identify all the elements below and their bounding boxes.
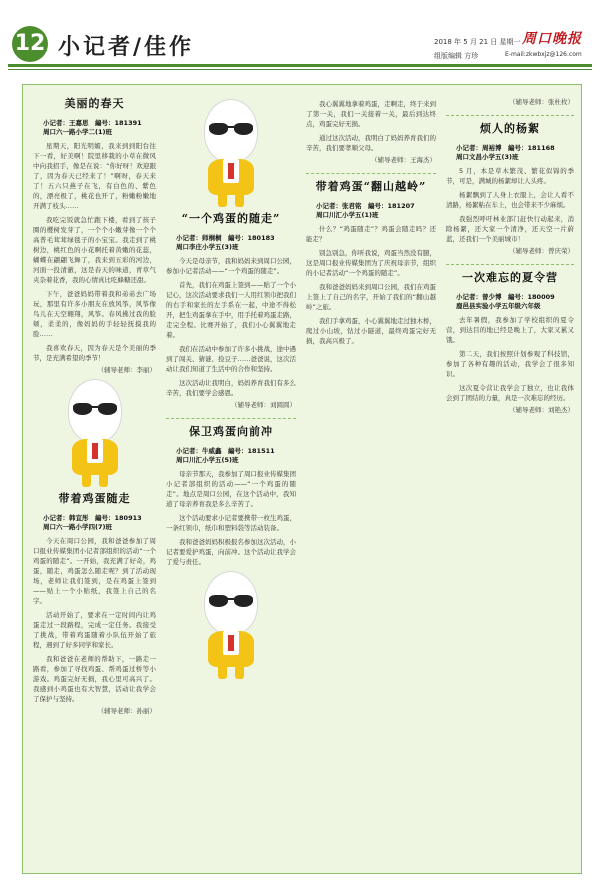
article-byline: 小记者：牛威鑫 編号：181511 [176, 447, 275, 455]
article-byline-school: 周口川汇小学五(5)班 [176, 456, 239, 464]
article-divider [306, 173, 436, 174]
article-paragraph: 活动开始了，要求在一定时间内让鸡蛋走过一段路程，完成一定任务。我接受了挑战，带着鸡蛋随着小队伍开始了旅程，遇到了好多同学和家长。 [33, 611, 156, 649]
brand-logo: 周口晚报 [522, 31, 582, 47]
article [166, 427, 296, 567]
column-3 [306, 95, 436, 346]
article-title: 带着鸡蛋“翻山越岭” [315, 180, 427, 193]
article-byline: 小记者：曾少博 編号：180009 [456, 293, 555, 301]
article [306, 99, 436, 165]
column-1 [33, 95, 156, 716]
article-advisor: （辅导老师：孙丽） [97, 707, 156, 715]
article-paragraph: 杨絮飘到了人身上衣服上，会让人看不清路，杨絮粘在车上，也会带来不少麻烦。 [446, 191, 574, 209]
article-byline-school: 周口文昌小学五(3)班 [456, 153, 519, 161]
article-paragraph: 5 月，本是草木繁茂、繁花似锦的季节，可是，满城的杨絮却让人头疼。 [446, 167, 574, 185]
article-byline-school: 周口六一路小学四(7)班 [43, 523, 112, 531]
article-paragraph: 我吃完饭就急忙跑下楼，看到了孩子圈的樱树发芽了，一个个小嫩芽像一个个高普毛茸茸绿毯子的小宝宝。我走到了桃树边，桃红色的小花啊托着黄嫩的花蕊，蝴蝶在翩翩飞舞了，我来到五彩的河边，河面一投清澈，这是春天的味道，青草气夹杂着花香，我的心情真比吃蜂糖还甜。 [33, 216, 156, 284]
page-header [0, 0, 600, 74]
article-byline: 小记者：韩宜彤 編号：180913 [43, 514, 142, 522]
article-byline: 小记者：王嘉思 編号：181391 [43, 119, 142, 127]
article-paragraph: 下午，爸爸妈妈带着我和弟弟去广场玩，那里有许多小朋友在放风筝，风筝像鸟儿在天空翱翔，风筝。春风拂过我的脸颊，柔柔的，像妈妈的手轻轻抚摸我的脸…… [33, 290, 156, 338]
article-advisor: （辅导老师：王海杰） [371, 156, 436, 164]
column-4 [446, 95, 574, 415]
article-byline-school: 周口李庄小学五(3)班 [176, 243, 239, 251]
article [33, 494, 156, 716]
column-2 [166, 95, 296, 682]
article-byline: 小记者：周裕博 編号：181168 [456, 144, 555, 152]
article-paragraph: 首先，我们在鸡蛋上签到——贴了一个小记心，这次活动要求我们一人用红领巾把我们的右手和家长的左手系在一起，中途不得松开，把生鸡蛋拿在手中，用手托着鸡蛋走路，走完全程。比赛开始了，我们小心翼翼地走着。 [166, 281, 296, 339]
article-title: 烦人的杨絮 [480, 122, 540, 135]
article [306, 182, 436, 346]
article-paragraph: 今天是母亲节，我和妈妈来到周口公园，参加小记者活动——“一个鸡蛋的随走”。 [166, 257, 296, 275]
egg-mascot-icon [166, 567, 296, 682]
publication-date: 2018 年 5 月 21 日 星期一 [434, 38, 521, 46]
article-title: 美丽的春天 [64, 97, 125, 110]
article-paragraph: 这个活动要求小记者要携带一枚生鸡蛋，一条红领巾，纸巾和塑料袋等活动装备。 [166, 514, 296, 532]
article-advisor: （辅导老师：刘圆圆） [231, 401, 296, 409]
egg-mascot-icon [33, 375, 156, 490]
article-paragraph: 这次夏令营让我学会了独立，也让我体会到了团结的力量，真是一次难忘的经历。 [446, 384, 574, 402]
article-title: “一个鸡蛋的随走” [181, 212, 281, 225]
article [33, 99, 156, 375]
editor-credit: 组版编辑 方珍 [434, 52, 479, 60]
article-paragraph: 我和爸爸妈妈来到周口公园，我们在鸡蛋上签上了自己的名字，开始了我们的“翻山越岭”之旅。 [306, 283, 436, 311]
page-number: 12 [12, 26, 48, 62]
article-paragraph: 我和爸爸妈妈积极报名参加这次活动，小记者要爱护鸡蛋，向前冲。这个活动让我学会了爱与责任。 [166, 538, 296, 566]
article-byline: 小记者：张君铭 編号：181207 [316, 202, 415, 210]
article-paragraph: 我们在活动中参加了许多小挑战，途中遇到了闯关、猜谜、捡豆子……爸爸说，这次活动让我们知道了生活中的合作和坚持。 [166, 345, 296, 373]
header-rule [8, 64, 592, 67]
article-paragraph: 星期天，阳光明媚，我来到到阳台往下一看，好美啊！院里移栽的小草在微风中向我招手，像是在说：“你好呀！欢迎跟了，因为春天已经来了！”啊呀，春天来了！五六只燕子在飞，有白色的、紫色的，漂亮极了，桃花也开了，粉嫩粉嫩地开满了枝头…… [33, 142, 156, 210]
article-byline-school: 周口六一路小学二(1)班 [43, 128, 112, 136]
header-rule-thin [8, 69, 592, 70]
article-divider [446, 264, 574, 265]
editor-email: E-mail:zkwbxjz@126.com [505, 51, 582, 58]
article-paragraph: 第二天，我们按照计划参观了科技馆，参加了各种有趣的活动，我学会了很多知识。 [446, 350, 574, 378]
article-paragraph: 这次活动让我明白，妈妈养育我们有多么辛苦，我们要学会感恩。 [166, 379, 296, 397]
article-advisor: （辅导老师：曾庆荣） [509, 247, 574, 255]
article-advisor: （辅导老师：李丽） [97, 366, 156, 374]
article-paragraph: 别急别急，你听我说，鸡蛋当然没有腿，这是周口报业传媒集团为了庆祝母亲节，组织的小记者活动“一个鸡蛋的随走”。 [306, 249, 436, 277]
article-paragraph: 母亲节那天，我参加了周口报业传媒集团小记者部组织的活动——“一个鸡蛋的随走”。地点是周口公园，在这个活动中，我知道了母亲养育我是多么辛苦了。 [166, 470, 296, 508]
article-paragraph: 什么？“鸡蛋随走”？鸡蛋会随走吗？还能走？ [306, 225, 436, 243]
egg-mascot-icon [166, 95, 296, 210]
article-paragraph: 我喜欢春天，因为春天是个美丽的季节，是充满希望的季节！ [33, 344, 156, 362]
content-frame [22, 84, 582, 874]
article-paragraph: 我心翼翼地拿着鸡蛋，走啊走，终于来到了第一关，我们一关接着一关，最后到达终点，鸡蛋完好无损。 [306, 100, 436, 128]
article-byline: 小记者：师桐桐 編号：180183 [176, 234, 275, 242]
article-divider [446, 115, 574, 116]
article-paragraph: 通过这次活动，我明白了妈妈养育我们的辛苦，我们要孝顺父母。 [306, 134, 436, 152]
article-title: 一次难忘的夏令营 [462, 271, 558, 284]
article-byline-school: 鹿邑县实验小学五年级六年级 [456, 302, 541, 310]
article [446, 124, 574, 256]
article-paragraph: 我强烈呼吁林业部门赶快行动起来，消除杨絮，还大家一个清净，还天空一片蔚蓝，还我们一个美丽城市！ [446, 215, 574, 243]
article-advisor: （辅导老师：张杜枚） [509, 98, 574, 106]
article-divider [166, 418, 296, 419]
article-title: 保卫鸡蛋向前冲 [189, 425, 273, 438]
article-advisor: （辅导老师：刘艳杰） [509, 406, 574, 414]
article-paragraph: 我和爸爸在老师的帮助下，一路走一路看，参加了寻找鸡蛋、帮鸡蛋过桥等小游戏。鸡蛋完好无损，我心里可高兴了。我感到小鸡蛋也有大智慧，活动让我学会了保护与坚持。 [33, 655, 156, 703]
article [166, 214, 296, 410]
article [446, 273, 574, 415]
article-paragraph: 我们手拿鸡蛋，小心翼翼地走过独木桥，爬过小山坡，钻过小隧道，最终鸡蛋完好无损，我高兴极了。 [306, 317, 436, 345]
article-byline-school: 周口川汇小学五(1)班 [316, 211, 379, 219]
section-title: 小记者/佳作 [58, 34, 195, 60]
article-paragraph: 去年暑假，我参加了学校组织的夏令营，到达目的地已经是晚上了，大家又累又饿。 [446, 316, 574, 344]
article-title: 带着鸡蛋随走 [58, 492, 131, 505]
article [446, 97, 574, 107]
article-paragraph: 今天在周口公园，我和爸爸参加了周口报业传媒集团小记者部组织的活动“一个鸡蛋的随走”。一开始，我充满了好奇，鸡蛋，随走，鸡蛋怎么随走呢？到了活动现场，老师让我们签到，是在鸡蛋上签到——贴上一个小贴纸，我签上自己的名字。 [33, 537, 156, 605]
